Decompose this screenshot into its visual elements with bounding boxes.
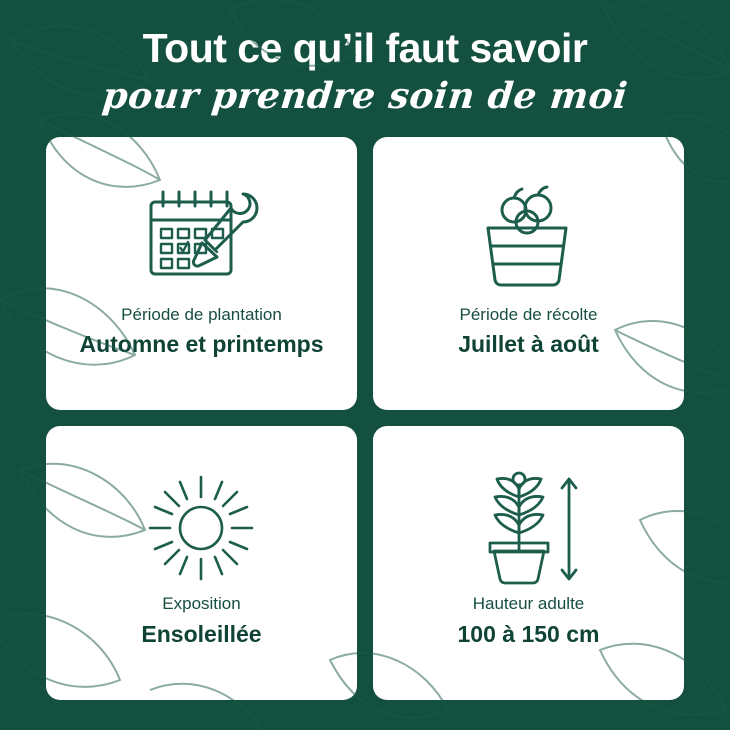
card-periode-de-recolte bbox=[373, 137, 684, 411]
info-card-grid bbox=[46, 137, 684, 700]
potted-plant-height-icon bbox=[466, 468, 591, 588]
card-value: Ensoleillée bbox=[141, 620, 262, 647]
card-label: Exposition bbox=[162, 594, 241, 614]
card-exposition bbox=[46, 426, 357, 700]
page-title bbox=[46, 26, 684, 119]
sun-icon bbox=[139, 468, 264, 588]
title-line-2: pour prendre soin de moi bbox=[100, 74, 630, 117]
card-label: Hauteur adulte bbox=[472, 594, 585, 614]
card-label: Période de récolte bbox=[459, 304, 598, 324]
card-hauteur-adulte bbox=[373, 426, 684, 700]
card-label: Période de plantation bbox=[121, 304, 282, 324]
card-value: 100 à 150 cm bbox=[457, 620, 600, 647]
card-value: Automne et printemps bbox=[79, 331, 324, 358]
card-value: Juillet à août bbox=[458, 331, 599, 358]
card-periode-de-plantation bbox=[46, 137, 357, 411]
harvest-basket-icon bbox=[466, 179, 591, 299]
title-line-1: Tout ce qu’il faut savoir bbox=[142, 25, 588, 71]
calendar-shovel-icon bbox=[139, 179, 264, 299]
